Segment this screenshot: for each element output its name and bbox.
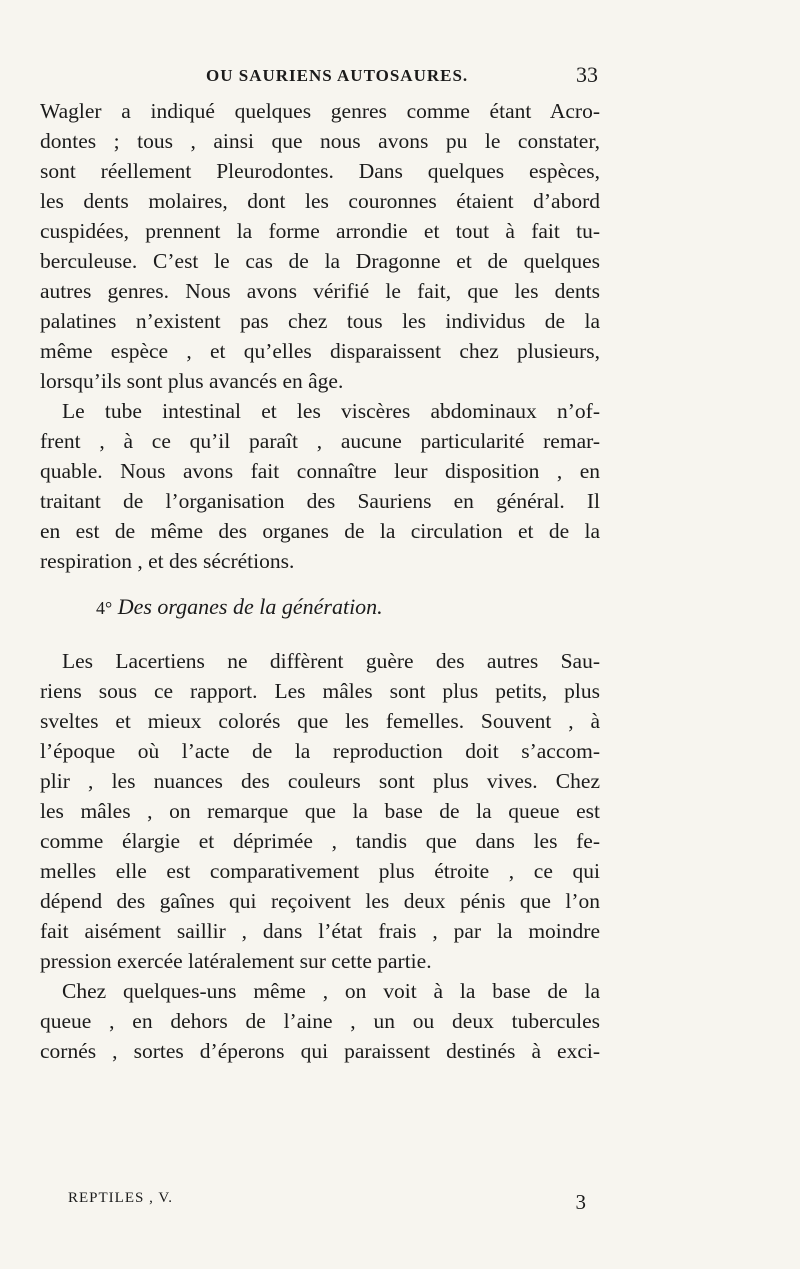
- text-line: comme élargie et déprimée , tandis que dans les fe-: [40, 829, 600, 853]
- text-line: respiration , et des sécrétions.: [40, 549, 295, 573]
- signature-mark: REPTILES , V.: [68, 1190, 173, 1206]
- paragraph-dentition: [40, 96, 600, 396]
- signature-number: 3: [575, 1190, 586, 1214]
- text-line: les dents molaires, dont les couronnes étaient d’abord: [40, 189, 600, 213]
- running-head: [40, 62, 600, 88]
- text-line: autres genres. Nous avons vérifié le fait, que les dents: [40, 279, 600, 303]
- text-line: fait aisément saillir , dans l’état frais , par la moindre: [40, 919, 600, 943]
- text-line: berculeuse. C’est le cas de la Dragonne et de quelques: [40, 249, 600, 273]
- section-title: Des organes de la génération.: [117, 594, 383, 619]
- text-line: dépend des gaînes qui reçoivent les deux pénis que l’on: [40, 889, 600, 913]
- page-number: 33: [576, 62, 598, 87]
- text-line: traitant de l’organisation des Sauriens en général. Il: [40, 489, 600, 513]
- paragraph-viscera: [40, 396, 600, 576]
- page-footer: [46, 1190, 586, 1216]
- text-line: cornés , sortes d’éperons qui paraissent destinés à exci-: [40, 1039, 600, 1063]
- text-line: Les Lacertiens ne diffèrent guère des autres Sau-: [62, 649, 600, 673]
- text-line: sont réellement Pleurodontes. Dans quelques espèces,: [40, 159, 600, 183]
- text-line: l’époque où l’acte de la reproduction doit s’accom-: [40, 739, 600, 763]
- text-line: Chez quelques-uns même , on voit à la base de la: [62, 979, 600, 1003]
- text-line: les mâles , on remarque que la base de la queue est: [40, 799, 600, 823]
- page-body: [40, 96, 600, 1066]
- text-line: Le tube intestinal et les viscères abdominaux n’of-: [62, 399, 600, 423]
- paragraph-sexual-dimorphism: [40, 646, 600, 976]
- text-line: queue , en dehors de l’aine , un ou deux tubercules: [40, 1009, 600, 1033]
- text-line: quable. Nous avons fait connaître leur disposition , en: [40, 459, 600, 483]
- text-line: melles elle est comparativement plus étroite , ce qui: [40, 859, 600, 883]
- running-title: OU SAURIENS AUTOSAURES.: [206, 66, 469, 85]
- text-line: palatines n’existent pas chez tous les individus de la: [40, 309, 600, 333]
- book-page: [40, 62, 600, 1212]
- text-line: dontes ; tous , ainsi que nous avons pu le constater,: [40, 129, 600, 153]
- section-heading: [40, 592, 600, 622]
- text-line: riens sous ce rapport. Les mâles sont plus petits, plus: [40, 679, 600, 703]
- paragraph-tubercles: [40, 976, 600, 1066]
- text-line: même espèce , et qu’elles disparaissent chez plusieurs,: [40, 339, 600, 363]
- text-line: pression exercée latéralement sur cette partie.: [40, 949, 432, 973]
- text-line: Wagler a indiqué quelques genres comme étant Acro-: [40, 99, 600, 123]
- text-line: en est de même des organes de la circulation et de la: [40, 519, 600, 543]
- text-line: cuspidées, prennent la forme arrondie et tout à fait tu-: [40, 219, 600, 243]
- section-number: 4°: [96, 598, 113, 618]
- text-line: frent , à ce qu’il paraît , aucune particularité remar-: [40, 429, 600, 453]
- text-line: sveltes et mieux colorés que les femelles. Souvent , à: [40, 709, 600, 733]
- text-line: lorsqu’ils sont plus avancés en âge.: [40, 369, 344, 393]
- text-line: plir , les nuances des couleurs sont plus vives. Chez: [40, 769, 600, 793]
